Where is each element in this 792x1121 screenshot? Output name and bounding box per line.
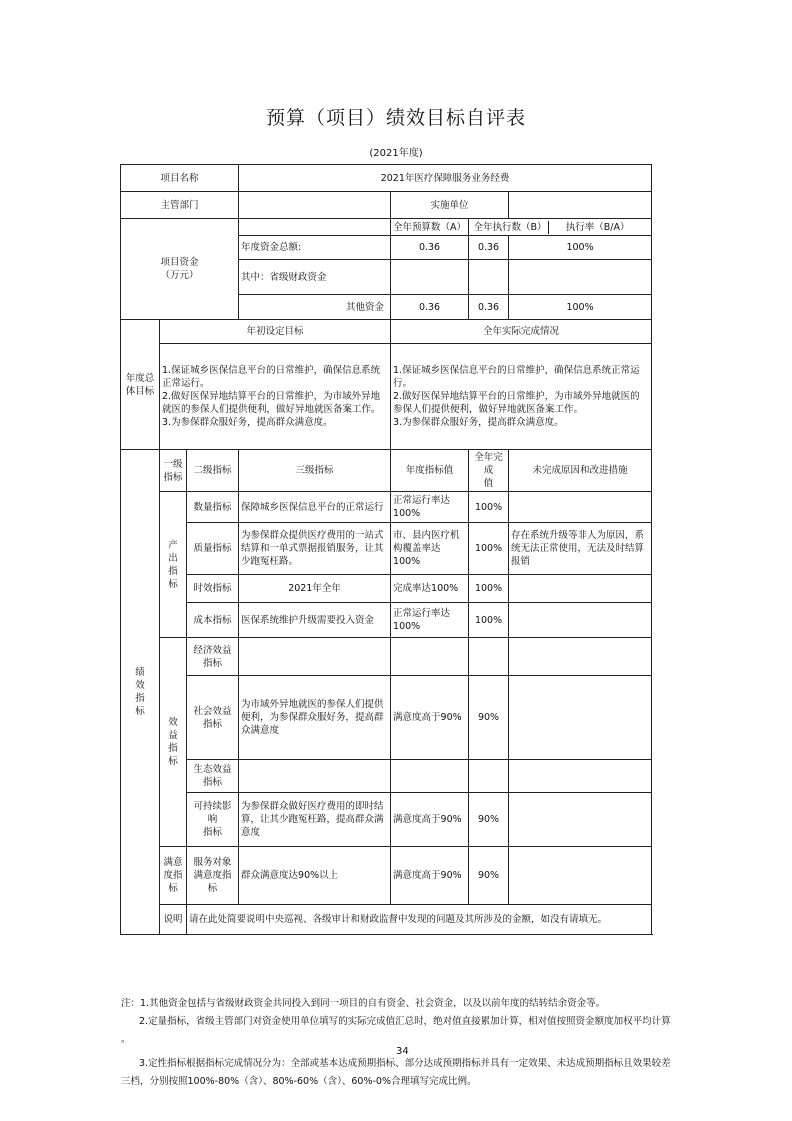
indicator-reason: [509, 676, 652, 760]
indicator-lvl3: 保障城乡医保信息平台的正常运行: [239, 492, 391, 523]
indicator-lvl3: 群众满意度达90%以上: [239, 847, 391, 905]
funds-row-rate: [509, 260, 652, 295]
funds-row-budget: [391, 260, 469, 295]
page-number: 34: [396, 1046, 409, 1057]
indicator-lvl3: 为市域外异地就医的参保人们提供便利，为参保群众服好务，提高群众满意度: [239, 676, 391, 760]
funds-row-budget: 0.36: [391, 295, 469, 320]
overall-actual-text: 1.保证城乡医保信息平台的日常维护，确保信息系统正常运行。 2.做好医保异地结算平台的日常维护，为市域外异地就医的参保人们提供便利，做好异地就医备案工作。 3.为参保群众服好务，提高群众满意度。: [391, 344, 652, 450]
remark-label: 说明: [160, 905, 187, 935]
indicator-reason: [509, 760, 652, 793]
indicator-annual: [391, 760, 469, 793]
indicator-lvl2: 成本指标: [187, 603, 239, 638]
project-name-value: 2021年医疗保障服务业务经费: [239, 165, 652, 192]
benefit-label: 效 益 指 标: [160, 638, 187, 847]
indicator-lvl2: 数量指标: [187, 492, 239, 523]
page-title: 预算（项目）绩效目标自评表: [265, 107, 526, 129]
perf-header-actual: 全年完成 值: [469, 450, 509, 492]
funds-blank-header: [239, 219, 391, 236]
indicator-actual: 100%: [469, 523, 509, 575]
indicator-lvl3: 为参保群众提供医疗费用的一站式结算和一单式票据报销服务，让其少跑冤枉路。: [239, 523, 391, 575]
footnote-2: 2.定量指标，省级主管部门对资金使用单位填写的实际完成值汇总时，绝对值直接累加计算，相对值按照资金额度加权平均计算: [139, 1016, 671, 1027]
funds-row-rate: 100%: [509, 295, 652, 320]
funds-row-exec: 0.36: [469, 295, 509, 320]
dept-label: 主管部门: [121, 192, 239, 219]
indicator-actual: 90%: [469, 793, 509, 847]
dept-value: [239, 192, 391, 219]
funds-col-budget: 全年预算数（A）: [391, 219, 469, 236]
indicator-lvl3: [239, 760, 391, 793]
indicator-lvl3: 为参保群众做好医疗费用的即时结算，让其少跑冤枉路，提高群众满意度: [239, 793, 391, 847]
indicator-actual: 100%: [469, 603, 509, 638]
funds-col-exec: 全年执行数（B）: [473, 221, 547, 233]
funds-label: 项目资金 （万元）: [121, 219, 239, 320]
satisfaction-label: 满意 度指 标: [160, 847, 187, 905]
indicator-lvl2: 质量指标: [187, 523, 239, 575]
indicator-lvl2: 服务对象 满意度指标: [187, 847, 239, 905]
indicator-lvl3: 2021年全年: [239, 575, 391, 603]
indicator-lvl2: 时效指标: [187, 575, 239, 603]
overall-label: 年度总体目标: [121, 320, 160, 450]
indicator-lvl3: 医保系统维护升级需要投入资金: [239, 603, 391, 638]
indicator-annual: 市、县内医疗机构覆盖率达100%: [391, 523, 469, 575]
indicator-reason: 存在系统升级等非人为原因，系统无法正常使用，无法及时结算报销: [509, 523, 652, 575]
perf-header-annual: 年度指标值: [391, 450, 469, 492]
funds-row-label: 其他资金: [239, 295, 391, 320]
perf-label: 绩 效 指 标: [121, 450, 160, 935]
indicator-lvl3: [239, 638, 391, 676]
indicator-reason: [509, 847, 652, 905]
funds-row-rate: 100%: [509, 236, 652, 260]
funds-row-label: 年度资金总额:: [239, 236, 391, 260]
footnotes: [121, 995, 671, 1091]
indicator-annual: 正常运行率达100%: [391, 492, 469, 523]
impl-value: [509, 192, 652, 219]
indicator-actual: 100%: [469, 492, 509, 523]
perf-header-lvl1: 一级 指标: [160, 450, 187, 492]
project-name-label: 项目名称: [121, 165, 239, 192]
indicator-annual: [391, 638, 469, 676]
indicator-actual: [469, 638, 509, 676]
year-label: (2021年度): [369, 148, 423, 159]
indicator-lvl2: 生态效益 指标: [187, 760, 239, 793]
impl-label: 实施单位: [391, 192, 509, 219]
perf-header-lvl2: 二级指标: [187, 450, 239, 492]
indicator-reason: [509, 793, 652, 847]
indicator-annual: 正常运行率达100%: [391, 603, 469, 638]
output-label: 产 出 指 标: [160, 492, 187, 638]
footnote-3: 3.定性指标根据指标完成情况分为：全部或基本达成预期指标、部分达成预期指标并具有一定效果、未达成预期指标且效果较差: [139, 1058, 671, 1069]
indicator-reason: [509, 603, 652, 638]
indicator-lvl2: 社会效益 指标: [187, 676, 239, 760]
indicator-actual: [469, 760, 509, 793]
funds-col-exec-rate: [469, 219, 652, 236]
indicator-actual: 90%: [469, 676, 509, 760]
overall-set-text: 1.保证城乡医保信息平台的日常维护，确保信息系统正常运行。 2.做好医保异地结算平台的日常维护，为市域外异地就医的参保人们提供便利，做好异地就医备案工作。 3.为参保群众服好务，提高群众满意度。: [160, 344, 391, 450]
indicator-lvl2: 经济效益 指标: [187, 638, 239, 676]
indicator-reason: [509, 492, 652, 523]
funds-col-rate: 执行率（B/A）: [548, 221, 647, 234]
evaluation-table: [120, 164, 652, 935]
overall-col-actual: 全年实际完成情况: [391, 320, 652, 344]
indicator-reason: [509, 575, 652, 603]
footnote-2-tail: 。: [121, 1034, 131, 1045]
indicator-annual: 满意度高于90%: [391, 793, 469, 847]
funds-row-label: 其中：省级财政资金: [239, 260, 391, 295]
indicator-annual: 满意度高于90%: [391, 847, 469, 905]
indicator-lvl2: 可持续影响 指标: [187, 793, 239, 847]
indicator-actual: 100%: [469, 575, 509, 603]
overall-col-set: 年初设定目标: [160, 320, 391, 344]
remark-text: 请在此处简要说明中央巡视、各级审计和财政监督中发现的问题及其所涉及的金额，如没有请填无。: [187, 905, 652, 935]
perf-header-reason: 未完成原因和改进措施: [509, 450, 652, 492]
indicator-annual: 满意度高于90%: [391, 676, 469, 760]
indicator-reason: [509, 638, 652, 676]
footnote-3-tail: 三档，分别按照100%-80%（含）、80%-60%（含）、60%-0%合理填写完成比例。: [121, 1076, 477, 1087]
funds-row-exec: 0.36: [469, 236, 509, 260]
indicator-annual: 完成率达100%: [391, 575, 469, 603]
perf-header-lvl3: 三级指标: [239, 450, 391, 492]
indicator-actual: 90%: [469, 847, 509, 905]
footnote-1: 注：1.其他资金包括与省级财政资金共同投入到同一项目的自有资金、社会资金，以及以前年度的结转结余资金等。: [121, 998, 606, 1009]
funds-row-exec: [469, 260, 509, 295]
funds-row-budget: 0.36: [391, 236, 469, 260]
